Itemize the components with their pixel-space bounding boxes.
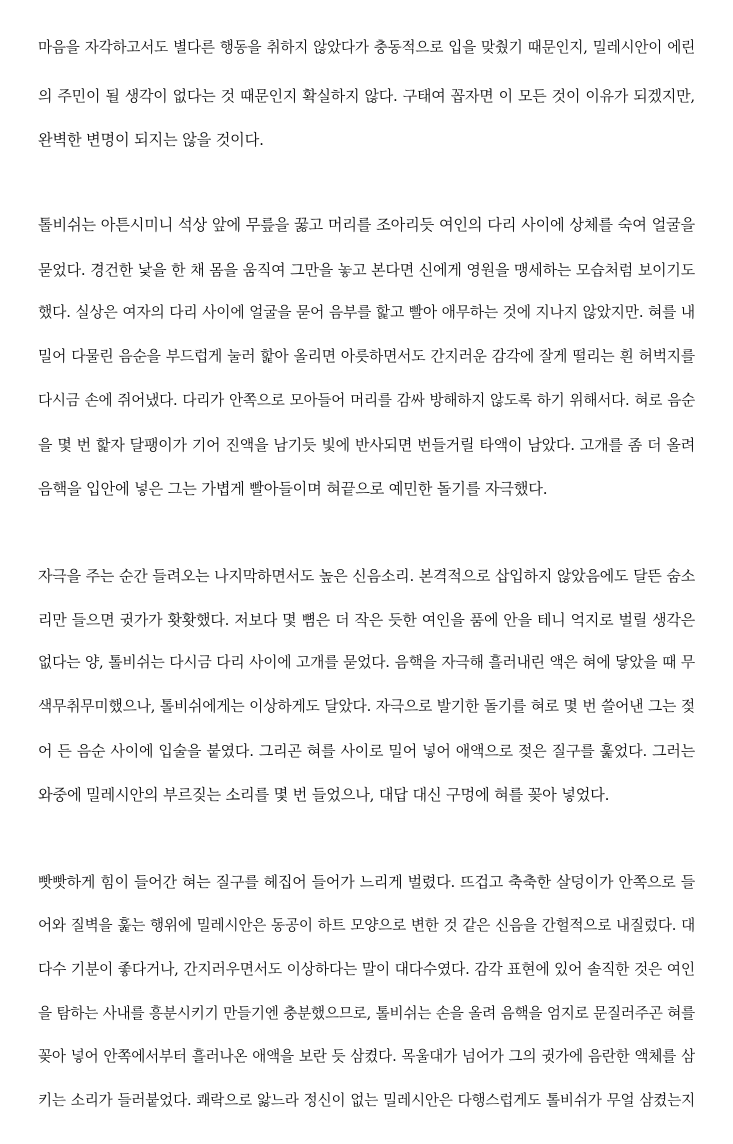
paragraph-2-line-6: 을 몇 번 핥자 달팽이가 기어 진액을 남기듯 빛에 반사되면 번들거릴 타액이 남았다. 고개를 좀 더 올려 — [38, 436, 695, 454]
paragraph-3-line-4: 색무취무미했으나, 톨비쉬에게는 이상하게도 달았다. 자극으로 발기한 돌기를 혀로 몇 번 쓸어낸 그는 젖 — [38, 698, 695, 715]
paragraph-4-line-5: 꽂아 넣어 안쪽에서부터 흘러나온 애액을 보란 듯 삼켰다. 목울대가 넘어가 그의 귓가에 음란한 액체를 삼 — [38, 1048, 695, 1065]
paragraph-3-line-2: 리만 들으면 귓가가 홧홧했다. 저보다 몇 뼘은 더 작은 듯한 여인을 품에 안을 테니 억지로 벌릴 생각은 — [38, 611, 695, 629]
paragraph-2-line-3: 했다. 실상은 여자의 다리 사이에 얼굴을 묻어 음부를 핥고 빨아 애무하는 것에 지나지 않았지만. 혀를 내 — [38, 304, 695, 321]
paragraph-2-line-1: 톨비쉬는 아튼시미니 석상 앞에 무릎을 꿇고 머리를 조아리듯 여인의 다리 사이에 상체를 숙여 얼굴을 — [38, 216, 695, 234]
paragraph-4-line-6: 키는 소리가 들러붙었다. 쾌락으로 앓느라 정신이 없는 밀레시안은 다행스럽게도 톨비쉬가 무얼 삼켰는지 — [38, 1092, 695, 1109]
paragraph-3-line-1: 자극을 주는 순간 들려오는 나지막하면서도 높은 신음소리. 본격적으로 삽입하지 않았음에도 달뜬 숨소 — [38, 567, 695, 585]
paragraph-2-line-2: 묻었다. 경건한 낯을 한 채 몸을 움직여 그만을 놓고 본다면 신에게 영원을 맹세하는 모습처럼 보이기도 — [38, 261, 695, 279]
paragraph-1-line-2: 의 주민이 될 생각이 없다는 것 때문인지 확실하지 않다. 구태여 꼽자면 이 모든 것이 이유가 되겠지만, — [38, 87, 695, 105]
paragraph-3-line-3: 없다는 양, 톨비쉬는 다시금 다리 사이에 고개를 묻었다. 음핵을 자극해 흘러내린 액은 혀에 닿았을 때 무 — [38, 654, 695, 671]
paragraph-1-line-3: 완벽한 변명이 되지는 않을 것이다. — [38, 131, 264, 149]
paragraph-4-line-4: 을 탐하는 사내를 흥분시키기 만들기엔 충분했으므로, 톨비쉬는 손을 올려 음핵을 엄지로 문질러주곤 혀를 — [38, 1005, 695, 1022]
paragraph-2-line-7: 음핵을 입안에 넣은 그는 가볍게 빨아들이며 혀끝으로 예민한 돌기를 자극했다. — [38, 480, 548, 498]
paragraph-2-line-4: 밀어 다물린 음순을 부드럽게 눌러 핥아 올리면 아릇하면서도 간지러운 감각에 잘게 떨리는 흰 허벅지를 — [38, 348, 695, 365]
paragraph-2-line-5: 다시금 손에 쥐어냈다. 다리가 안쪽으로 모아들어 머리를 감싸 방해하지 않도록 하기 위해서다. 혀로 음순 — [38, 392, 695, 409]
paragraph-4-line-1: 빳빳하게 힘이 들어간 혀는 질구를 헤집어 들어가 느리게 벌렸다. 뜨겁고 축축한 살덩이가 안쪽으로 들 — [38, 873, 695, 891]
paragraph-3-line-5: 어 든 음순 사이에 입술을 붙였다. 그리곤 혀를 사이로 밀어 넣어 애액으로 젖은 질구를 훑었다. 그러는 — [38, 742, 695, 760]
paragraph-3-line-6: 와중에 밀레시안의 부르짖는 소리를 몇 번 들었으나, 대답 대신 구멍에 혀를 꽂아 넣었다. — [38, 786, 610, 804]
paragraph-4-line-3: 다수 기분이 좋다거나, 간지러우면서도 이상하다는 말이 대다수였다. 감각 표현에 있어 솔직한 것은 여인 — [38, 961, 695, 978]
paragraph-4-line-2: 어와 질벽을 훑는 행위에 밀레시안은 동공이 하트 모양으로 변한 것 같은 신음을 간헐적으로 내질렀다. 대 — [38, 917, 695, 934]
paragraph-1-line-1: 마음을 자각하고서도 별다른 행동을 취하지 않았다가 충동적으로 입을 맞췄기 때문인지, 밀레시안이 에린 — [38, 39, 695, 56]
